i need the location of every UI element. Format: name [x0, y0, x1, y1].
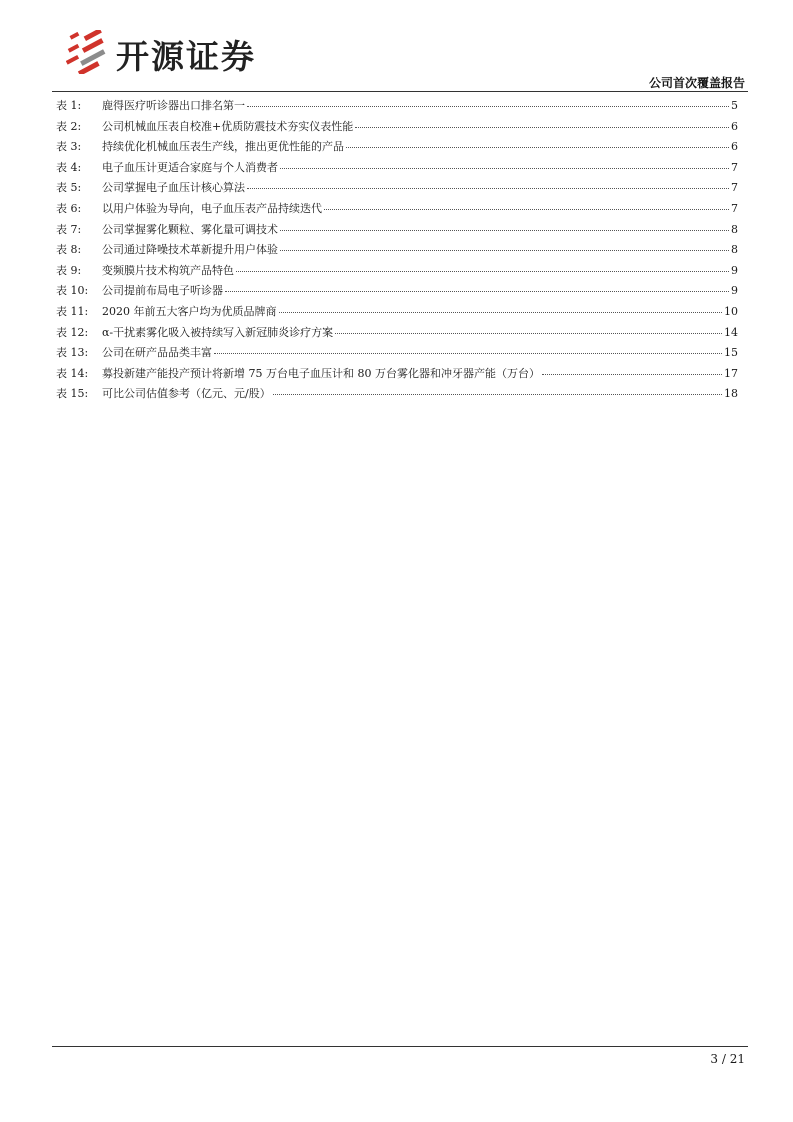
- toc-entry[interactable]: [56, 343, 738, 364]
- toc-entry-page: 18: [724, 387, 738, 401]
- toc-leader-dots: [346, 137, 729, 148]
- toc-entry-label: 表 10:: [56, 284, 89, 298]
- toc-entry-page: 9: [731, 263, 738, 277]
- toc-entry-title: 公司掌握雾化颗粒、雾化量可调技术: [102, 222, 278, 236]
- toc-entry[interactable]: [56, 364, 738, 385]
- toc-entry-title: 可比公司估值参考（亿元、元/股）: [102, 387, 271, 401]
- toc-entry[interactable]: [56, 96, 738, 117]
- toc-leader-dots: [542, 364, 722, 375]
- toc-entry-page: 8: [731, 243, 738, 257]
- toc-leader-dots: [279, 302, 723, 313]
- toc-entry-page: 7: [731, 181, 738, 195]
- toc-entry-label: 表 7:: [56, 222, 82, 236]
- toc-entry[interactable]: [56, 281, 738, 302]
- toc-entry-label: 表 14:: [56, 366, 89, 380]
- toc-entry-title: 以用户体验为导向，电子血压表产品持续迭代: [102, 201, 322, 215]
- toc-entry-label: 表 5:: [56, 181, 82, 195]
- toc-entry-title: 公司通过降噪技术革新提升用户体验: [102, 243, 278, 257]
- toc-leader-dots: [273, 384, 722, 395]
- kaiyuan-logo-icon: [66, 30, 114, 74]
- toc-entry-page: 5: [731, 99, 738, 112]
- toc-entry-page: 6: [731, 119, 738, 133]
- table-of-tables: [56, 96, 738, 405]
- toc-entry[interactable]: [56, 384, 738, 405]
- footer-divider: [52, 1046, 748, 1047]
- toc-leader-dots: [324, 199, 729, 210]
- toc-entry-label: 表 4:: [56, 160, 82, 174]
- toc-leader-dots: [335, 323, 722, 334]
- toc-entry[interactable]: [56, 302, 738, 323]
- toc-entry[interactable]: [56, 261, 738, 282]
- toc-entry[interactable]: [56, 220, 738, 241]
- toc-entry-label: 表 8:: [56, 243, 82, 257]
- toc-entry-page: 17: [724, 366, 738, 380]
- toc-leader-dots: [280, 220, 729, 231]
- company-name: 开源证券: [116, 37, 256, 76]
- toc-entry-title: 鹿得医疗听诊器出口排名第一: [102, 99, 245, 112]
- toc-entry[interactable]: [56, 199, 738, 220]
- toc-entry-title: 公司掌握电子血压计核心算法: [102, 181, 245, 195]
- toc-entry-title: 持续优化机械血压表生产线，推出更优性能的产品: [102, 140, 344, 154]
- toc-entry-label: 表 11:: [56, 304, 89, 318]
- toc-entry-page: 6: [731, 140, 738, 154]
- toc-entry-page: 9: [731, 284, 738, 298]
- header-divider: [52, 91, 748, 92]
- toc-entry-title: 公司在研产品品类丰富: [102, 346, 212, 360]
- toc-entry[interactable]: [56, 240, 738, 261]
- toc-entry-page: 15: [724, 346, 738, 360]
- toc-entry-page: 8: [731, 222, 738, 236]
- toc-entry-title: 2020 年前五大客户均为优质品牌商: [102, 304, 277, 318]
- toc-leader-dots: [214, 343, 722, 354]
- toc-entry-label: 表 12:: [56, 325, 89, 339]
- toc-entry-label: 表 1:: [56, 99, 82, 112]
- toc-entry[interactable]: [56, 117, 738, 138]
- toc-entry-label: 表 9:: [56, 263, 82, 277]
- toc-entry-label: 表 2:: [56, 119, 82, 133]
- page-number: 3 / 21: [710, 1052, 745, 1066]
- toc-leader-dots: [236, 261, 729, 272]
- toc-entry-page: 7: [731, 201, 738, 215]
- toc-entry-page: 10: [724, 304, 738, 318]
- toc-entry-label: 表 6:: [56, 201, 82, 215]
- toc-leader-dots: [355, 117, 729, 128]
- toc-leader-dots: [280, 240, 729, 251]
- toc-entry[interactable]: [56, 158, 738, 179]
- report-type-label: 公司首次覆盖报告: [648, 76, 745, 90]
- toc-leader-dots: [225, 281, 729, 292]
- toc-entry-page: 14: [724, 325, 738, 339]
- toc-entry-label: 表 15:: [56, 387, 89, 401]
- toc-entry-title: 募投新建产能投产预计将新增 75 万台电子血压计和 80 万台雾化器和冲牙器产能（万台）: [102, 366, 540, 380]
- toc-entry-title: 公司提前布局电子听诊器: [102, 284, 223, 298]
- toc-entry-label: 表 13:: [56, 346, 89, 360]
- toc-leader-dots: [247, 178, 729, 189]
- company-logo: [66, 30, 296, 74]
- toc-entry[interactable]: [56, 323, 738, 344]
- toc-leader-dots: [280, 158, 729, 169]
- toc-leader-dots: [247, 96, 729, 107]
- toc-entry-label: 表 3:: [56, 140, 82, 154]
- toc-entry-page: 7: [731, 160, 738, 174]
- toc-entry-title: 变频膜片技术构筑产品特色: [102, 263, 234, 277]
- toc-entry[interactable]: [56, 178, 738, 199]
- toc-entry[interactable]: [56, 137, 738, 158]
- toc-entry-title: 公司机械血压表自校准+优质防震技术夯实仪表性能: [102, 119, 354, 133]
- toc-entry-title: 电子血压计更适合家庭与个人消费者: [102, 160, 278, 174]
- toc-entry-title: α-干扰素雾化吸入被持续写入新冠肺炎诊疗方案: [102, 325, 334, 339]
